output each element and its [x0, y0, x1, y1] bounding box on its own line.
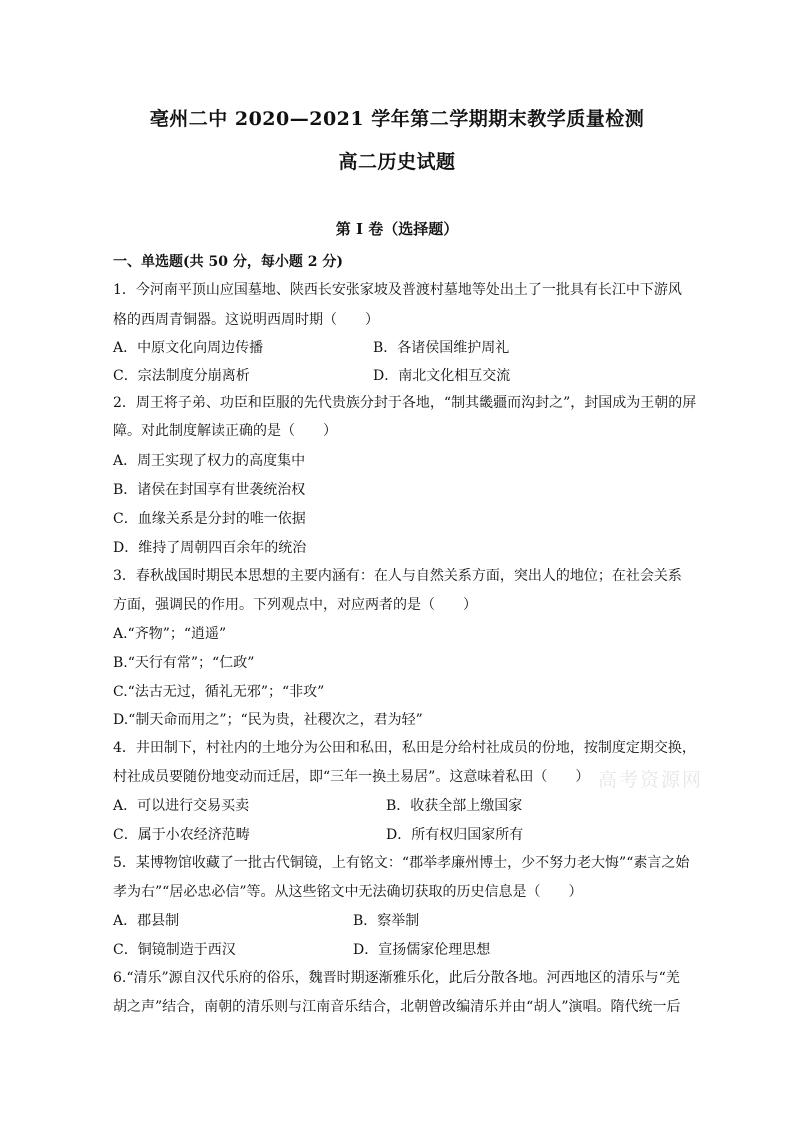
- q3-option-c: C.“法古无过，循礼无邪”；“非攻”: [113, 684, 325, 700]
- q2-option-b: B．诸侯在封国享有世袭统治权: [113, 482, 306, 498]
- exam-title: 亳州二中 2020—2021 学年第二学期期末教学质量检测: [149, 108, 645, 130]
- q6-stem-line2: 胡之声”结合，南朝的清乐则与江南音乐结合，北朝曾改编清乐并由“胡人”演唱。隋代统一后: [113, 999, 681, 1015]
- watermark: 高考资源网: [598, 769, 704, 791]
- q5-option-c: C．铜镜制造于西汉: [113, 942, 236, 958]
- q3-option-b: B.“天行有常”；“仁政”: [113, 655, 255, 671]
- q5-option-b: B．察举制: [353, 913, 420, 929]
- q1-stem-line2: 格的西周青铜器。这说明西周时期（ ）: [113, 312, 379, 328]
- q2-stem-line2: 障。对此制度解读正确的是（ ）: [113, 423, 337, 439]
- section-heading: 一、单选题(共 50 分，每小题 2 分): [113, 254, 343, 270]
- q4-stem-line1: 4．井田制下，村社内的土地分为公田和私田，私田是分给村社成员的份地，按制度定期交换，: [113, 740, 696, 756]
- q4-option-c: C．属于小农经济范畴: [113, 827, 250, 843]
- q3-option-d: D.“制天命而用之”；“民为贵，社稷次之，君为轻”: [113, 712, 423, 728]
- q3-stem-line2: 方面，强调民的作用。下列观点中，对应两者的是（ ）: [113, 597, 477, 613]
- q4-option-b: B．收获全部上缴国家: [386, 798, 523, 814]
- q4-option-d: D．所有权归国家所有: [386, 827, 524, 843]
- q6-stem-line1: 6.“清乐”源自汉代乐府的俗乐，魏晋时期逐渐雅乐化，此后分散各地。河西地区的清乐与“羌: [113, 970, 680, 986]
- q1-option-a: A．中原文化向周边传播: [113, 340, 264, 356]
- q5-stem-line1: 5．某博物馆收藏了一批古代铜镜，上有铭文：“郡举孝廉州博士，少不努力老大悔”“素言之始: [113, 855, 690, 871]
- q2-option-a: A．周王实现了权力的高度集中: [113, 453, 306, 469]
- q4-stem-line2: 村社成员要随份地变动而迁居，即“三年一换土易居”。这意味着私田（ ）: [113, 769, 590, 785]
- q3-stem-line1: 3．春秋战国时期民本思想的主要内涵有：在人与自然关系方面，突出人的地位；在社会关系: [113, 568, 682, 584]
- q1-option-b: B．各诸侯国维护周礼: [373, 340, 510, 356]
- q5-stem-line2: 孝为右”“居必忠必信”等。从这些铭文中无法确切获取的历史信息是（ ）: [113, 884, 583, 900]
- q2-option-d: D．维持了周朝四百余年的统治: [113, 540, 307, 556]
- q1-option-c: C．宗法制度分崩离析: [113, 368, 250, 384]
- q2-stem-line1: 2．周王将子弟、功臣和臣服的先代贵族分封于各地，“制其畿疆而沟封之”，封国成为王朝的屏: [113, 395, 697, 411]
- q5-option-d: D．宣扬儒家伦理思想: [353, 942, 491, 958]
- q5-option-a: A．郡县制: [113, 913, 180, 929]
- q2-option-c: C．血缘关系是分封的唯一依据: [113, 511, 306, 527]
- q4-option-a: A．可以进行交易买卖: [113, 798, 250, 814]
- volume-heading: 第 I 卷（选择题）: [335, 220, 459, 238]
- q3-option-a: A.“齐物”；“逍遥”: [113, 626, 227, 642]
- q1-option-d: D．南北文化相互交流: [373, 368, 511, 384]
- exam-subtitle: 高二历史试题: [338, 151, 456, 173]
- q1-stem-line1: 1．今河南平顶山应国墓地、陕西长安张家坡及普渡村墓地等处出土了一批具有长江中下游风: [113, 282, 682, 298]
